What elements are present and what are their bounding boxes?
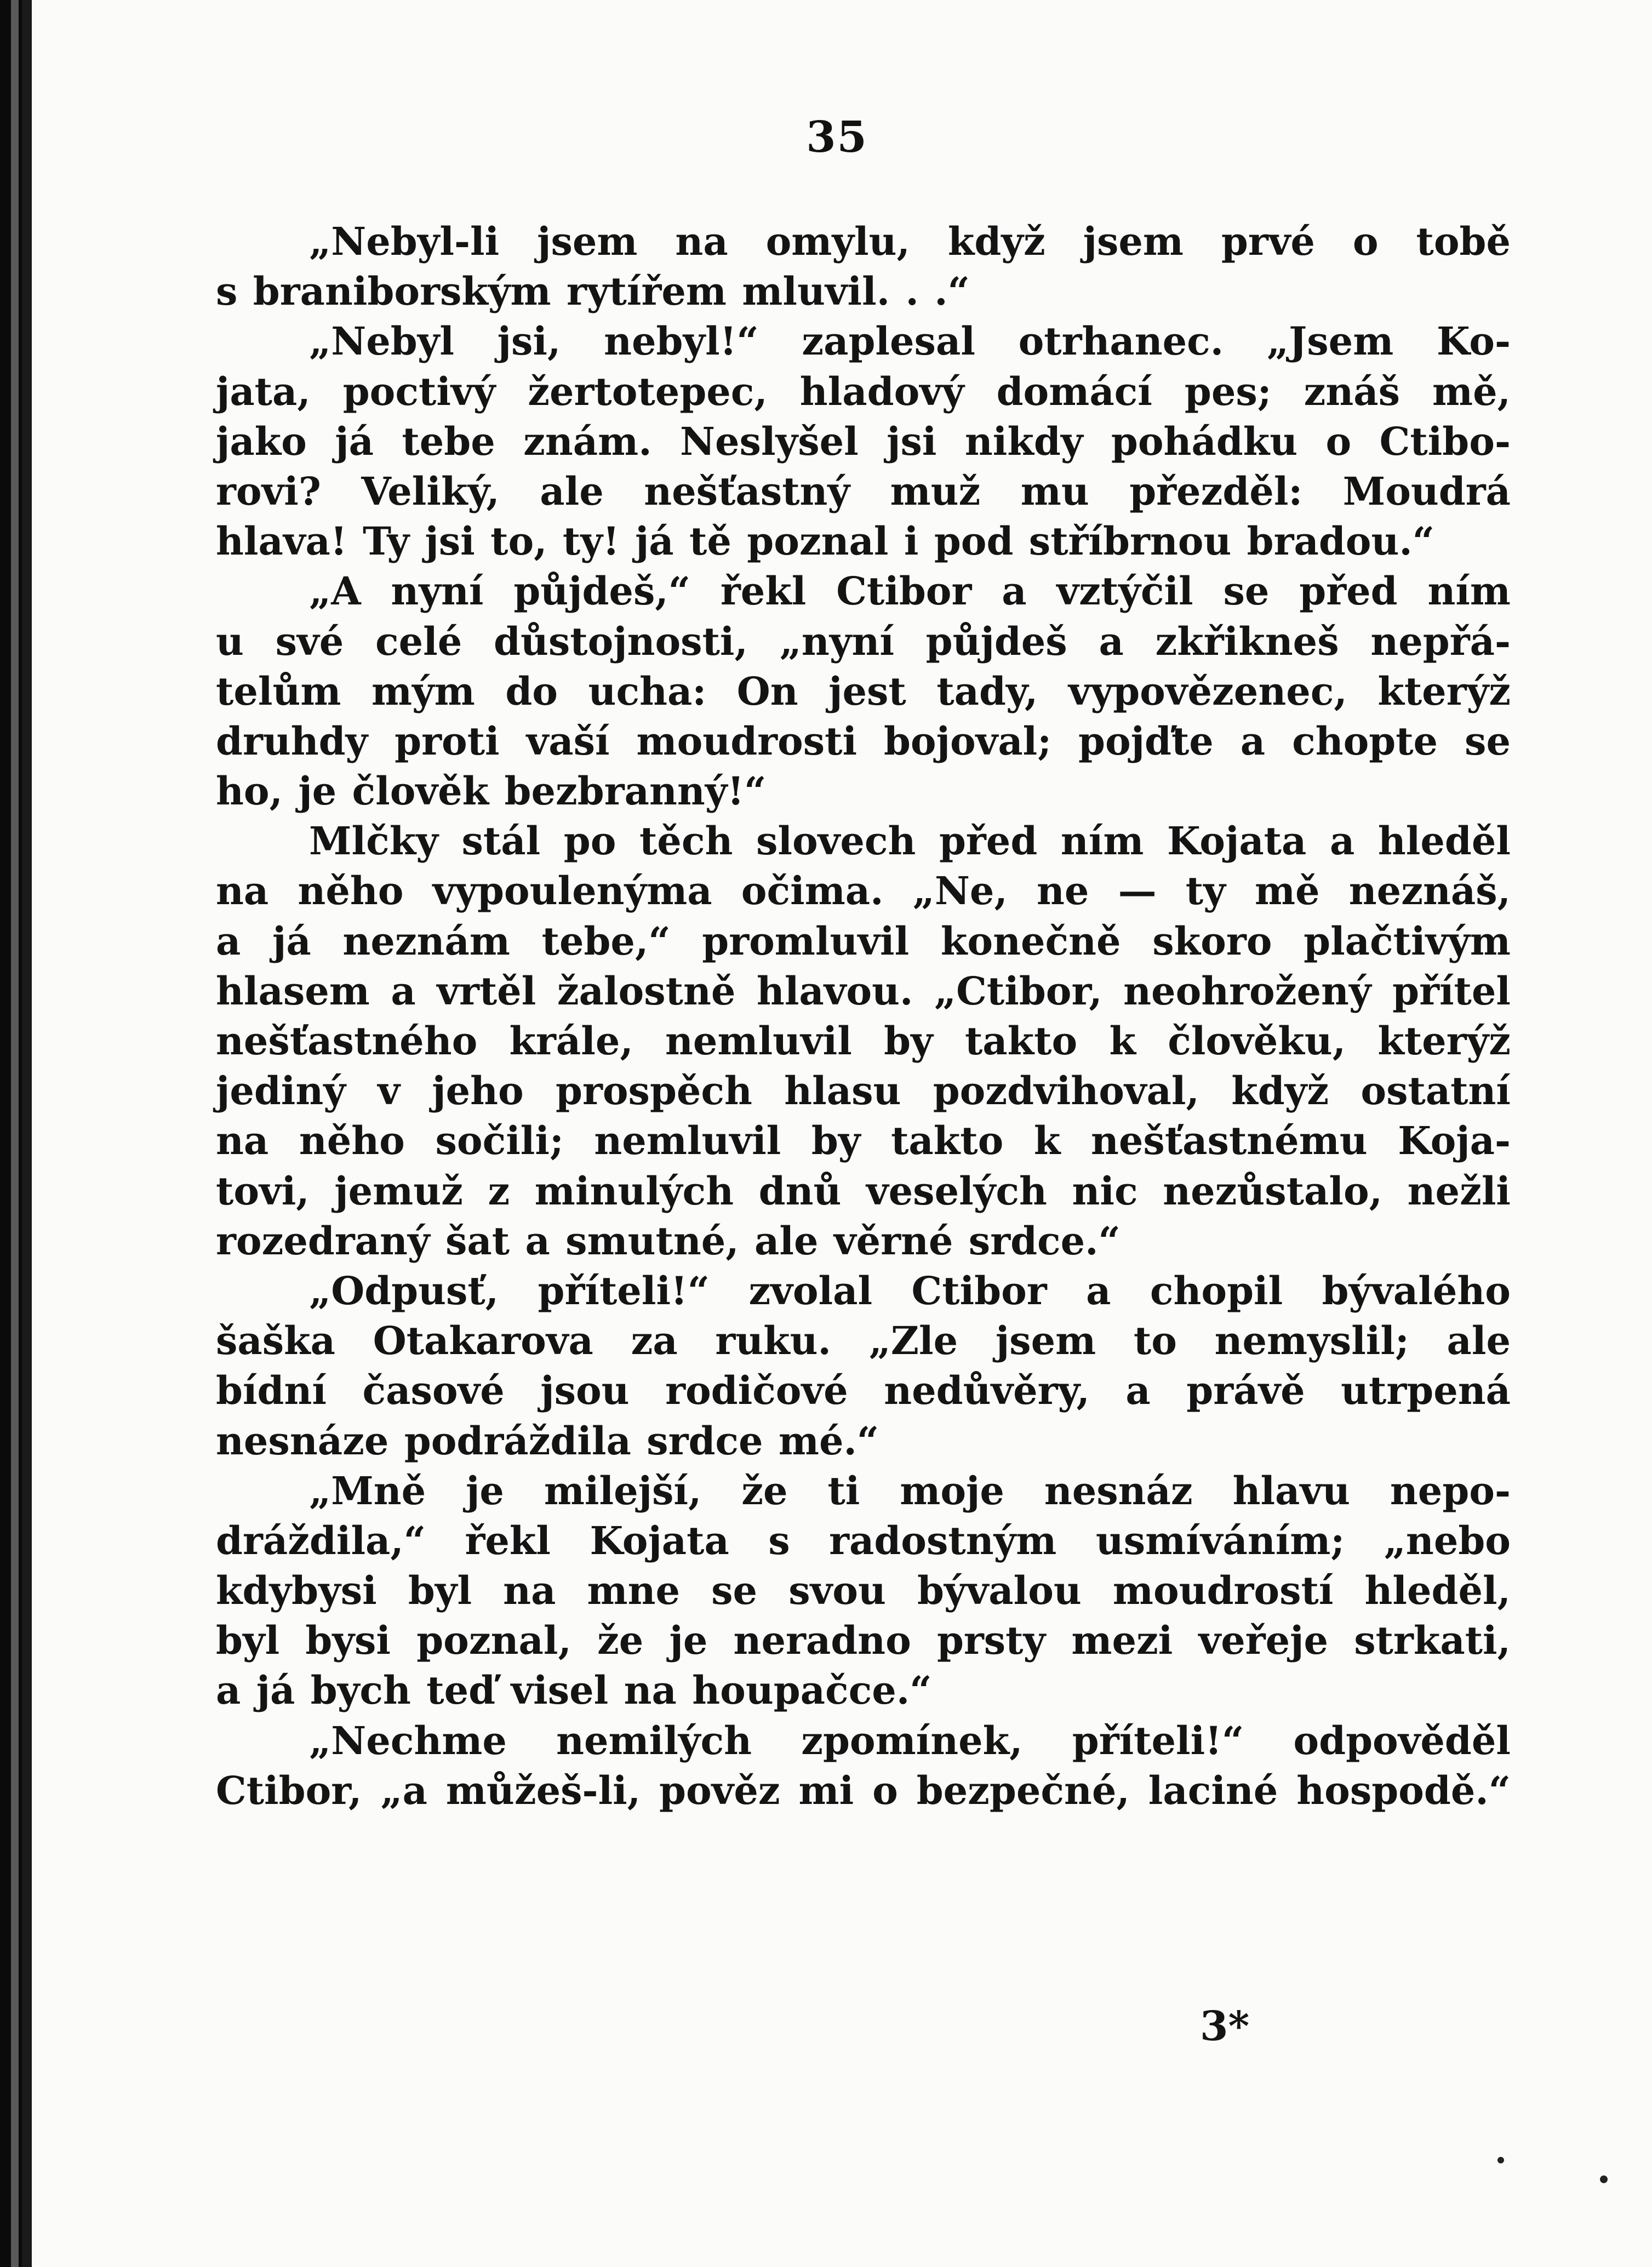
text-line: „A nyní půjdeš,“ řekl Ctibor a vztýčil se před ním — [309, 568, 1511, 614]
signature-mark: 3* — [1200, 2003, 1250, 2050]
text-line: rovi? Veliký, ale nešťastný muž mu přezděl: Moudrá — [216, 468, 1511, 514]
text-line: „Mně je milejší, že ti moje nesnáz hlavu nepo- — [309, 1467, 1511, 1514]
text-line: bídní časové jsou rodičové nedůvěry, a právě utrpená — [216, 1368, 1511, 1414]
text-line: šaška Otakarova za ruku. „Zle jsem to nemyslil; ale — [216, 1318, 1511, 1364]
page-edge — [11, 0, 19, 2267]
page-number: 35 — [806, 112, 868, 162]
text-line: a já neznám tebe,“ promluvil konečně skoro plačtivým — [216, 918, 1511, 964]
text-line: na něho vypoulenýma očima. „Ne, ne — ty mě neznáš, — [216, 868, 1511, 914]
print-speck — [1497, 2157, 1504, 2163]
text-line: nešťastného krále, nemluvil by takto k člověku, kterýž — [216, 1018, 1511, 1064]
text-line: nesnáze podráždila srdce mé.“ — [216, 1418, 879, 1464]
text-line: tovi, jemuž z minulých dnů veselých nic nezůstalo, nežli — [216, 1168, 1511, 1214]
text-line: Ctibor, „a můžeš-li, pověz mi o bezpečné, laciné hospodě.“ — [216, 1767, 1511, 1813]
text-line: hlasem a vrtěl žalostně hlavou. „Ctibor, neohrožený přítel — [216, 968, 1511, 1014]
text-line: hlava! Ty jsi to, ty! já tě poznal i pod stříbrnou bradou.“ — [216, 518, 1435, 564]
text-line: na něho sočili; nemluvil by takto k nešťastnému Koja- — [216, 1118, 1511, 1164]
text-line: u své celé důstojnosti, „nyní půjdeš a zkřikneš nepřá- — [216, 618, 1511, 664]
text-line: „Odpusť, příteli!“ zvolal Ctibor a chopil bývalého — [309, 1267, 1511, 1314]
text-line: a já bych teď visel na houpačce.“ — [216, 1668, 932, 1714]
text-line: druhdy proti vaší moudrosti bojoval; pojďte a chopte se — [216, 718, 1511, 764]
text-line: byl bysi poznal, že je neradno prsty mezi veřeje strkati, — [216, 1618, 1511, 1664]
text-line: dráždila,“ řekl Kojata s radostným usmíváním; „nebo — [216, 1517, 1511, 1563]
text-line: „Nebyl-li jsem na omylu, když jsem prvé o tobě — [309, 219, 1511, 264]
text-line: rozedraný šat a smutné, ale věrné srdce.“ — [216, 1218, 1121, 1264]
text-line: kdybysi byl na mne se svou bývalou moudrostí hleděl, — [216, 1568, 1511, 1614]
text-line: jediný v jeho prospěch hlasu pozdvihoval, když ostatní — [216, 1068, 1511, 1114]
text-line: „Nechme nemilých zpomínek, příteli!“ odpověděl — [309, 1717, 1511, 1763]
text-line: Mlčky stál po těch slovech před ním Kojata a hleděl — [309, 818, 1511, 864]
body-text — [216, 216, 1511, 1815]
text-line: jako já tebe znám. Neslyšel jsi nikdy pohádku o Ctibo- — [216, 418, 1511, 464]
text-line: „Nebyl jsi, nebyl!“ zaplesal otrhanec. „Jsem Ko- — [309, 318, 1511, 364]
text-line: s braniborským rytířem mluvil. . .“ — [216, 269, 970, 315]
text-line: telům mým do ucha: On jest tady, vypovězenec, kterýž — [216, 668, 1511, 714]
book-page — [22, 0, 1652, 2267]
print-speck — [1600, 2175, 1608, 2183]
text-line: jata, poctivý žertotepec, hladový domácí pes; znáš mě, — [216, 368, 1511, 414]
text-line: ho, je člověk bezbranný!“ — [216, 768, 767, 814]
